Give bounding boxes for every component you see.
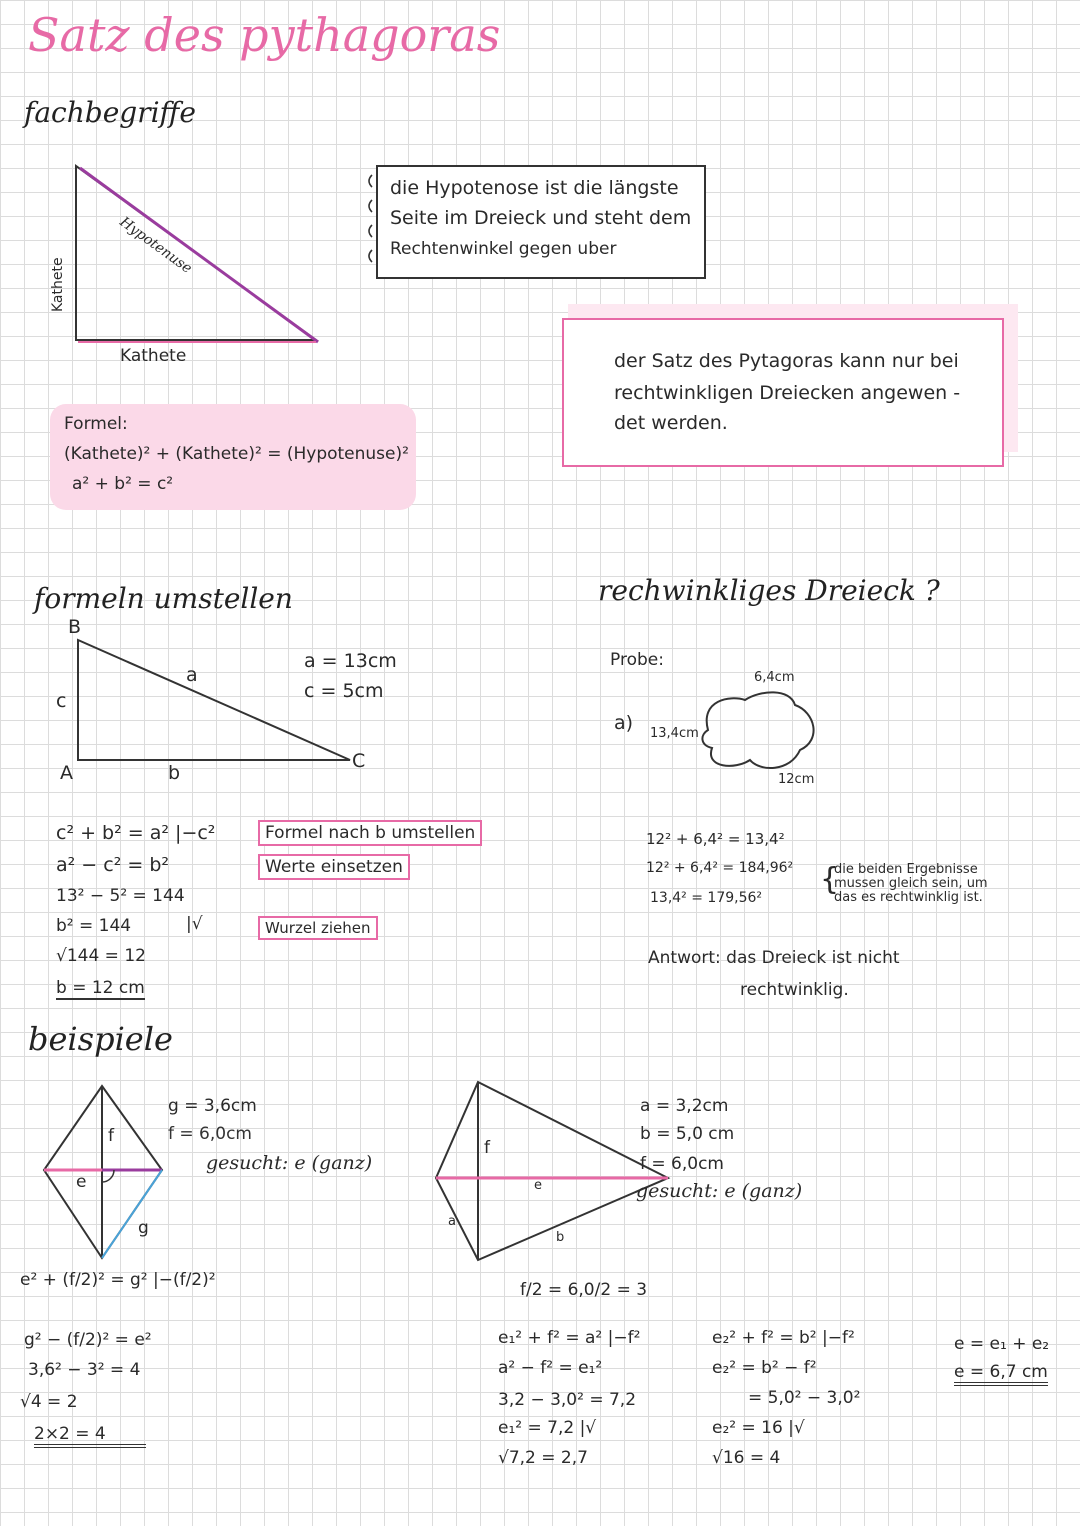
probe-note-line-3: das es rechtwinklig ist. [834,890,983,905]
ex1-label-g: g [138,1218,149,1238]
answer-line-1: Antwort: das Dreieck ist nicht [648,948,900,968]
formula-line-1: (Kathete)² + (Kathete)² = (Hypotenuse)² [64,444,409,464]
vertex-a: A [60,762,73,784]
ex1-step-5: 2×2 = 4 [34,1424,146,1448]
hint-line-2: rechtwinkligen Dreiecken angewen - [614,382,961,404]
ex2-label-a: a [448,1214,456,1229]
umstellen-step-5: √144 = 12 [56,946,146,966]
ex1-gesucht: gesucht: e (ganz) [206,1152,373,1174]
ex2-col1-line-1: e₁² + f² = a² |−f² [498,1328,641,1348]
blob-len-3: 12cm [778,772,815,787]
umstellen-step-1: c² + b² = a² |−c² [56,822,216,844]
ex2-col2-line-4: e₂² = 16 |√ [712,1418,805,1438]
label-kathete-horizontal: Kathete [120,346,187,366]
ex2-half-f: f/2 = 6,0/2 = 3 [520,1280,648,1300]
blob-shape [702,692,813,768]
definition-note [376,165,706,279]
hint-box [562,318,1004,467]
definition-line-1: die Hypotenose ist die längste [390,177,679,199]
probe-note-line-2: mussen gleich sein, um [834,876,988,891]
ex2-col2-line-3: = 5,0² − 3,0² [748,1388,861,1408]
page-title: Satz des pythagoras [28,8,501,62]
ex1-given-g: g = 3,6cm [168,1096,257,1116]
ex1-given-f: f = 6,0cm [168,1124,252,1144]
heading-fachbegriffe: fachbegriffe [24,96,196,129]
definition-line-3: Rechtenwinkel gegen uber [390,239,617,259]
vertex-b: B [68,616,82,638]
umstellen-step-2: a² − c² = b² [56,854,169,876]
probe-note-line-1: die beiden Ergebnisse [834,862,978,877]
umstellen-result: b = 12 cm [56,978,145,998]
kite-2 [436,1082,668,1260]
label-kathete-vertical: Kathete [50,257,66,312]
ex2-label-b: b [556,1230,565,1245]
heading-beispiele: beispiele [28,1020,173,1058]
ex2-col2-line-1: e₂² + f² = b² |−f² [712,1328,855,1348]
ex1-step-1: e² + (f/2)² = g² |−(f/2)² [20,1270,216,1290]
blob-len-1: 13,4cm [650,726,699,741]
vertex-c: C [352,750,366,772]
side-a-label: a [186,664,198,686]
blob-len-2: 6,4cm [754,670,795,685]
heading-rechtwinklig: rechwinkliges Dreieck ? [598,574,940,607]
formula-box [50,404,416,510]
formula-line-2: a² + b² = c² [72,474,174,494]
brace-icon: { [820,862,840,897]
probe-calc-2: 12² + 6,4² = 184,96² [646,860,794,876]
ex2-gesucht: gesucht: e (ganz) [636,1180,803,1202]
answer-line-2: rechtwinklig. [740,980,849,1000]
probe-label: Probe: [610,650,664,670]
ex2-col1-line-5: √7,2 = 2,7 [498,1448,588,1468]
ex2-given-b: b = 5,0 cm [640,1124,735,1144]
ex2-given-f: f = 6,0cm [640,1154,724,1174]
label-hypotenuse: Hypotenuse [116,214,195,277]
label-wurzel: Wurzel ziehen [258,916,378,940]
hint-line-3: det werden. [614,412,728,434]
ex2-label-e: e [534,1178,542,1193]
spiral-icon [369,175,372,262]
side-b-label: b [168,762,181,784]
label-umstellen: Formel nach b umstellen [258,820,482,846]
ex2-col1-line-2: a² − f² = e₁² [498,1358,603,1378]
ex2-col2-line-5: √16 = 4 [712,1448,781,1468]
hint-line-1: der Satz des Pytagoras kann nur bei [614,350,959,372]
ex2-col3-line-1: e = e₁ + e₂ [954,1334,1050,1354]
ex2-label-f: f [484,1138,490,1158]
probe-calc-1: 12² + 6,4² = 13,4² [646,830,785,848]
heading-umstellen: formeln umstellen [34,582,293,615]
item-a-label: a) [614,712,634,734]
given-c: c = 5cm [304,680,384,702]
umstellen-step-3: 13² − 5² = 144 [56,886,185,906]
side-c-label: c [56,690,67,712]
umstellen-step-4: b² = 144 [56,916,132,936]
umstellen-root-op: |√ [186,914,203,934]
ex1-step-4: √4 = 2 [20,1392,78,1412]
ex1-label-e: e [76,1172,87,1192]
ex2-col1-line-4: e₁² = 7,2 |√ [498,1418,597,1438]
ex1-step-3: 3,6² − 3² = 4 [28,1360,141,1380]
ex1-label-f: f [108,1126,114,1146]
formula-label: Formel: [64,414,128,434]
ex2-col3-line-2: e = 6,7 cm [954,1362,1048,1386]
probe-calc-3: 13,4² = 179,56² [650,890,763,906]
ex2-col1-line-3: 3,2 − 3,0² = 7,2 [498,1390,637,1410]
hypotenuse-highlight [80,168,318,342]
ex2-given-a: a = 3,2cm [640,1096,729,1116]
definition-line-2: Seite im Dreieck und steht dem [390,207,692,229]
ex2-col2-line-2: e₂² = b² − f² [712,1358,817,1378]
given-a: a = 13cm [304,650,397,672]
ex1-step-2: g² − (f/2)² = e² [24,1330,152,1350]
label-einsetzen: Werte einsetzen [258,854,410,880]
probe-note [834,863,988,905]
